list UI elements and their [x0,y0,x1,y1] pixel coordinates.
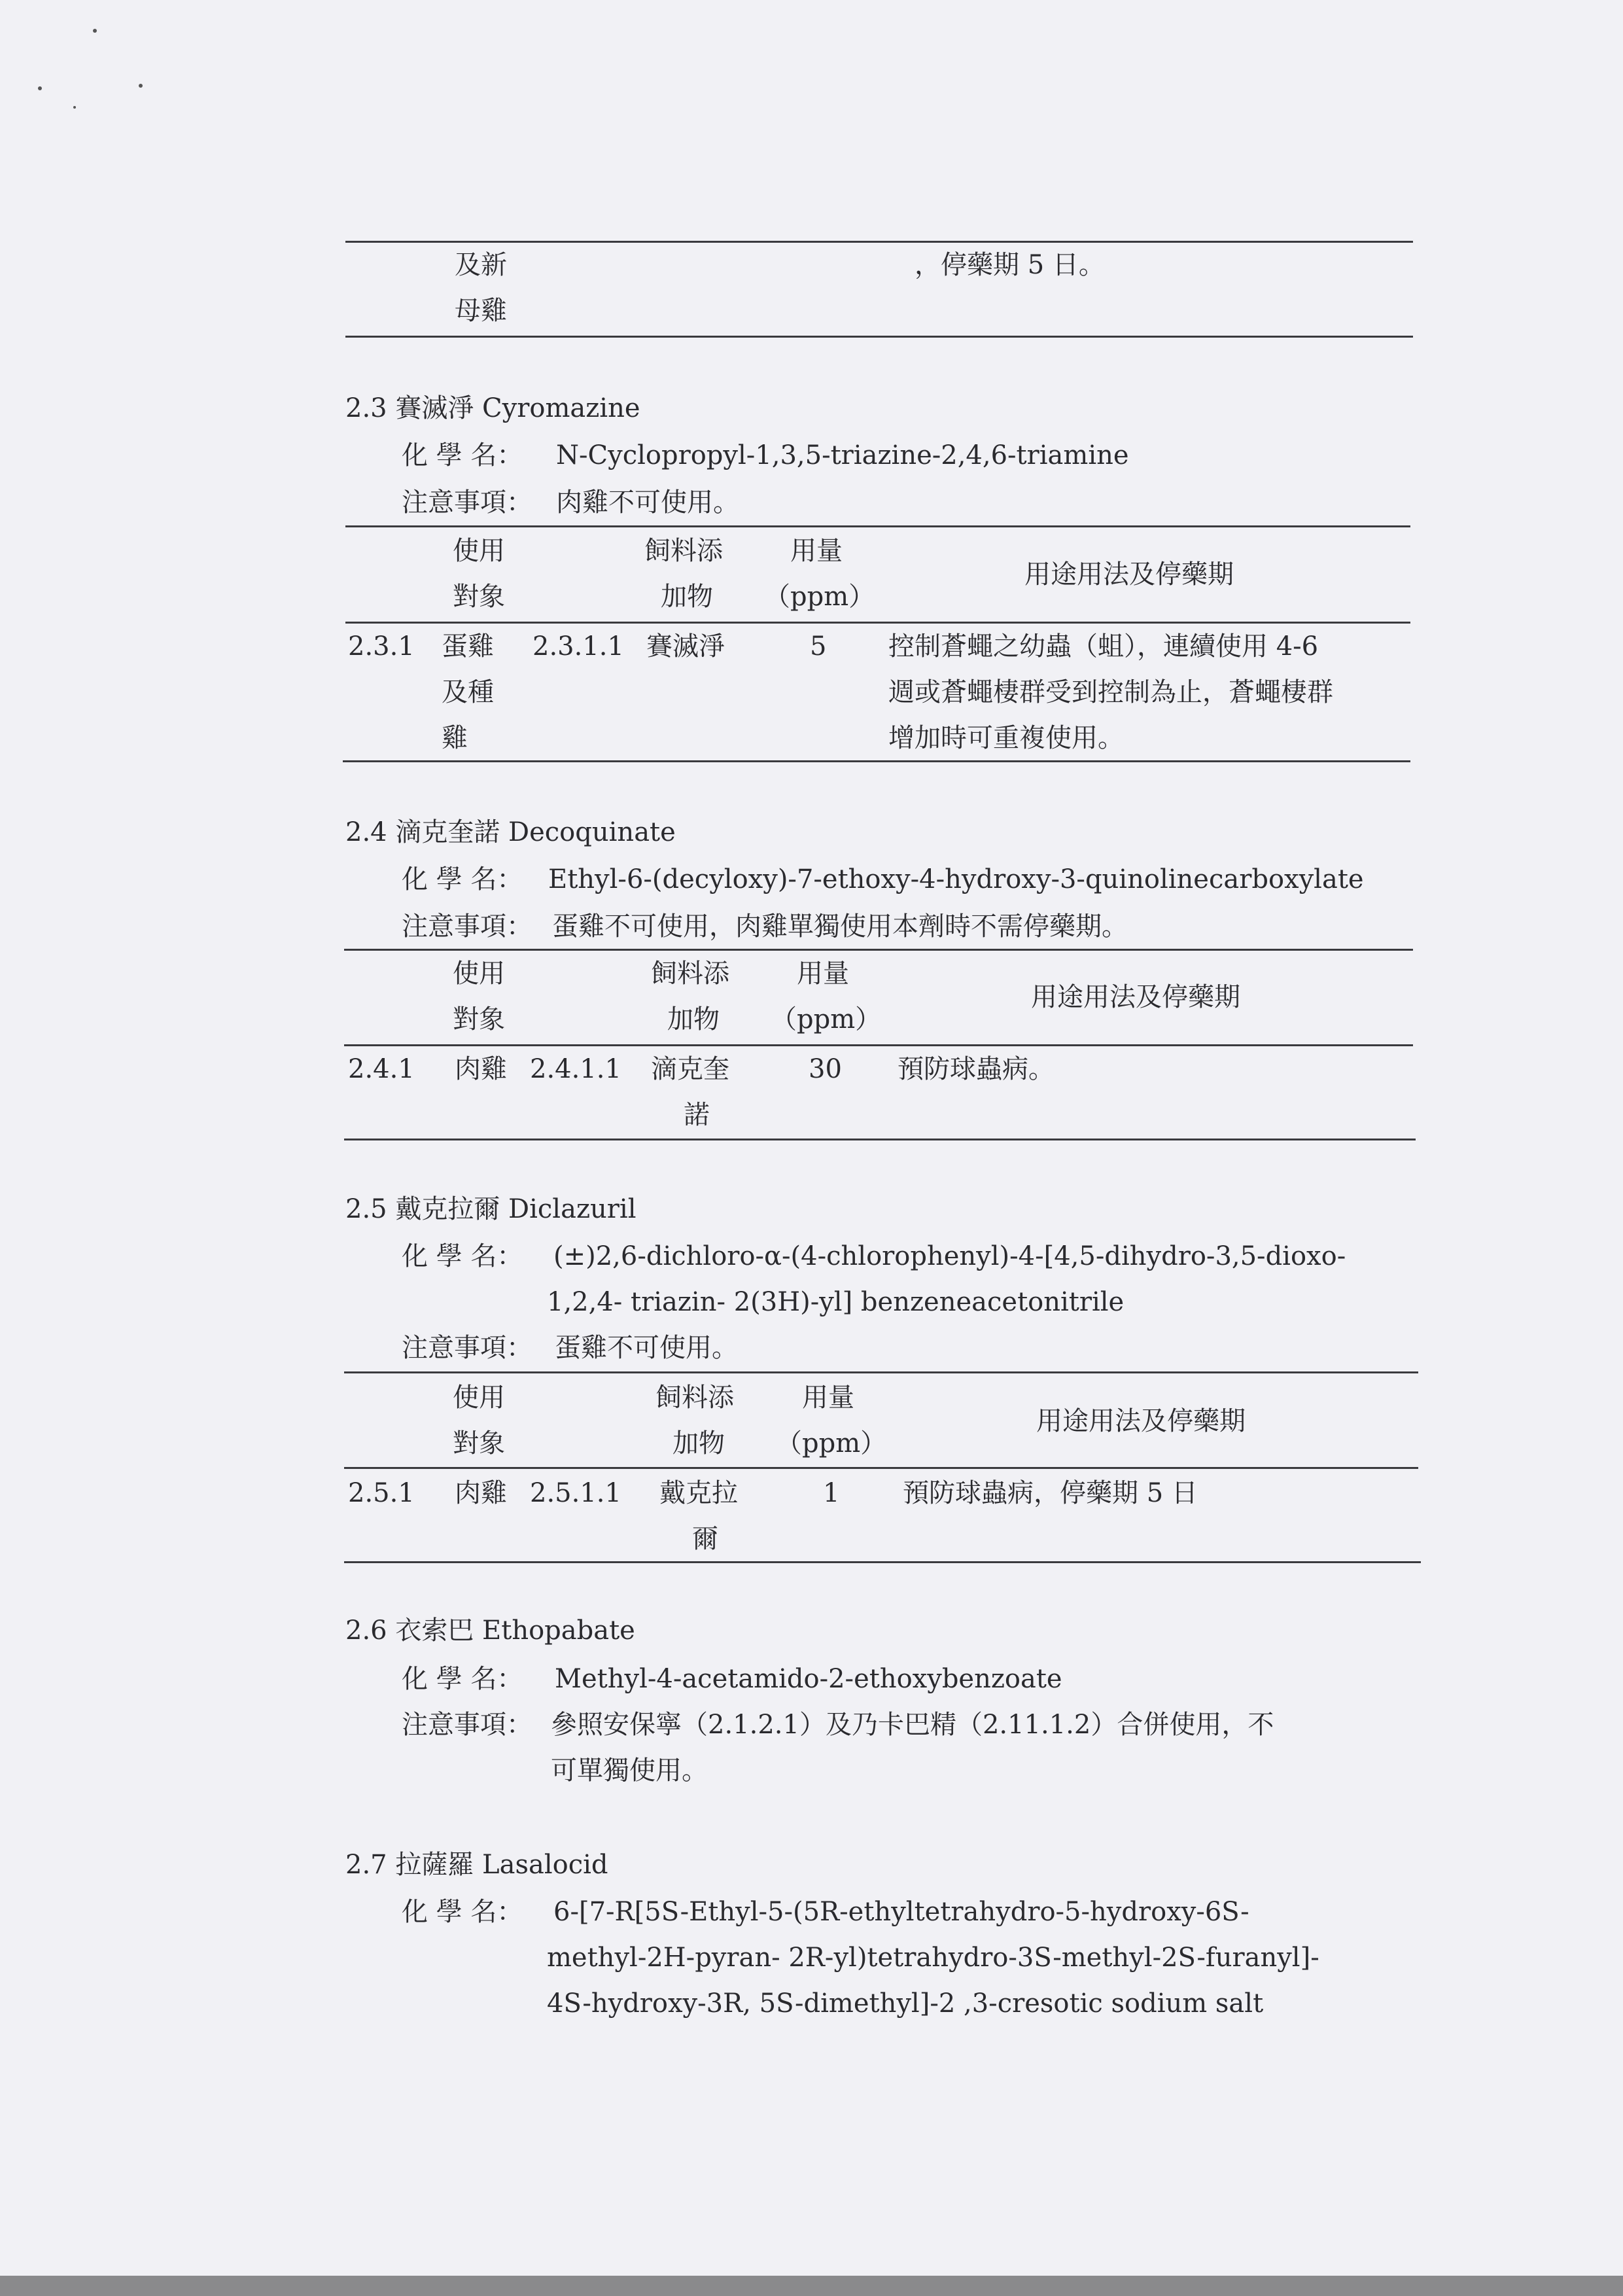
row-dose: 5 [810,631,827,662]
scanner-edge [0,2276,1623,2296]
table-rule [345,525,1410,527]
table-rule [344,1467,1418,1469]
chemical-name-line: 4S-hydroxy-3R, 5S-dimethyl]-2 ,3-cresotic sodium salt [547,1988,1264,2019]
header-dose: 用量 [802,1383,854,1413]
row-id: 2.3.1 [348,631,415,662]
header-target: 對象 [453,1004,505,1034]
header-usage: 用途用法及停藥期 [1031,982,1240,1012]
row-usage: 預防球蟲病。 [898,1054,1055,1084]
header-dose: 用量 [790,536,843,566]
row-usage: 預防球蟲病，停藥期 5 日 [903,1478,1198,1508]
table-rule [345,241,1413,243]
header-additive: 飼料添 [644,536,723,566]
row-usage: 控制蒼蠅之幼蟲（蛆），連續使用 4-6 [888,631,1319,662]
header-target: 使用 [453,536,505,566]
header-additive: 飼料添 [651,959,729,989]
row-sub-id: 2.4.1.1 [530,1054,621,1084]
row-sub-id: 2.3.1.1 [532,631,624,662]
row-sub-id: 2.5.1.1 [530,1478,621,1508]
table-rule [344,949,1413,951]
chemical-name-line: 1,2,4- triazin- 2(3H)-yl] benzeneacetonitrile [547,1287,1125,1317]
chemical-name-line: (±)2,6-dichloro-α-(4-chlorophenyl)-4-[4,5-dihydro-3,5-dioxo- [553,1241,1346,1271]
continued-usage: ，停藥期 5 日。 [915,250,1105,280]
row-additive: 戴克拉 [659,1478,738,1508]
header-target: 對象 [453,582,505,612]
precautions-line: 參照安保寧（2.1.2.1）及乃卡巴精（2.11.1.2）合併使用，不 [551,1710,1274,1740]
header-target: 對象 [453,1428,505,1458]
precautions-label: 注意事項： [402,1333,532,1363]
header-usage: 用途用法及停藥期 [1036,1406,1246,1436]
header-additive: 加物 [661,582,713,612]
row-dose: 30 [809,1054,842,1084]
row-id: 2.5.1 [348,1478,415,1508]
scan-speck [73,106,76,109]
chemical-name-line: Ethyl-6-(decyloxy)-7-ethoxy-4-hydroxy-3-quinolinecarboxylate [548,864,1364,894]
chemical-name-line: 6-[7-R[5S-Ethyl-5-(5R-ethyltetrahydro-5-hydroxy-6S- [553,1897,1249,1927]
precautions-label: 注意事項： [402,1710,532,1740]
scan-speck [93,29,97,33]
chemical-name-line: Methyl-4-acetamido-2-ethoxybenzoate [555,1664,1062,1694]
table-rule [345,622,1410,624]
header-target: 使用 [453,959,505,989]
table-rule [345,336,1413,338]
header-additive: 飼料添 [655,1383,734,1413]
table-rule [344,1044,1413,1046]
row-additive: 滴克奎 [651,1054,729,1084]
row-dose: 1 [823,1478,840,1508]
chemical-name-label: 化 學 名： [402,864,523,894]
table-rule [344,1371,1418,1373]
row-target: 肉雞 [455,1478,507,1508]
table-rule [344,1561,1421,1563]
row-usage: 週或蒼蠅棲群受到控制為止，蒼蠅棲群 [888,677,1333,707]
continued-target-line: 母雞 [455,296,507,326]
row-usage: 增加時可重複使用。 [888,723,1124,753]
header-target: 使用 [453,1383,505,1413]
row-additive: 諾 [684,1100,710,1130]
continued-target-line: 及新 [455,250,507,280]
header-dose: 用量 [797,959,849,989]
row-target: 蛋雞 [442,631,494,662]
header-dose: （ppm） [771,1004,882,1034]
precautions-label: 注意事項： [402,487,532,518]
header-dose: （ppm） [776,1428,887,1458]
table-rule [343,760,1410,762]
row-id: 2.4.1 [348,1054,415,1084]
chemical-name-label: 化 學 名： [402,440,523,470]
precautions-label: 注意事項： [402,911,532,942]
scan-speck [38,86,42,90]
row-additive: 賽滅淨 [646,631,725,662]
row-target: 及種 [442,677,494,707]
section-heading: 2.7 拉薩羅 Lasalocid [345,1850,608,1880]
row-target: 雞 [442,723,468,753]
section-heading: 2.5 戴克拉爾 Diclazuril [345,1194,637,1224]
precautions-line: 可單獨使用。 [551,1756,708,1786]
header-dose: （ppm） [764,582,875,612]
table-rule [344,1139,1416,1140]
section-heading: 2.6 衣索巴 Ethopabate [345,1616,635,1646]
section-heading: 2.3 賽滅淨 Cyromazine [345,393,640,423]
chemical-name-label: 化 學 名： [402,1241,523,1271]
chemical-name-label: 化 學 名： [402,1897,523,1927]
row-additive: 爾 [692,1524,718,1554]
header-usage: 用途用法及停藥期 [1024,559,1234,590]
chemical-name-line: methyl-2H-pyran- 2R-yl)tetrahydro-3S-methyl-2S-furanyl]- [547,1943,1319,1973]
section-heading: 2.4 滴克奎諾 Decoquinate [345,817,676,847]
scan-speck [139,84,143,88]
precautions-line: 蛋雞不可使用。 [555,1333,738,1363]
header-additive: 加物 [667,1004,720,1034]
precautions-line: 蛋雞不可使用，肉雞單獨使用本劑時不需停藥期。 [552,911,1128,942]
precautions-line: 肉雞不可使用。 [556,487,739,518]
row-target: 肉雞 [455,1054,507,1084]
chemical-name-label: 化 學 名： [402,1664,523,1694]
header-additive: 加物 [672,1428,725,1458]
chemical-name-line: N-Cyclopropyl-1,3,5-triazine-2,4,6-triamine [556,440,1129,470]
